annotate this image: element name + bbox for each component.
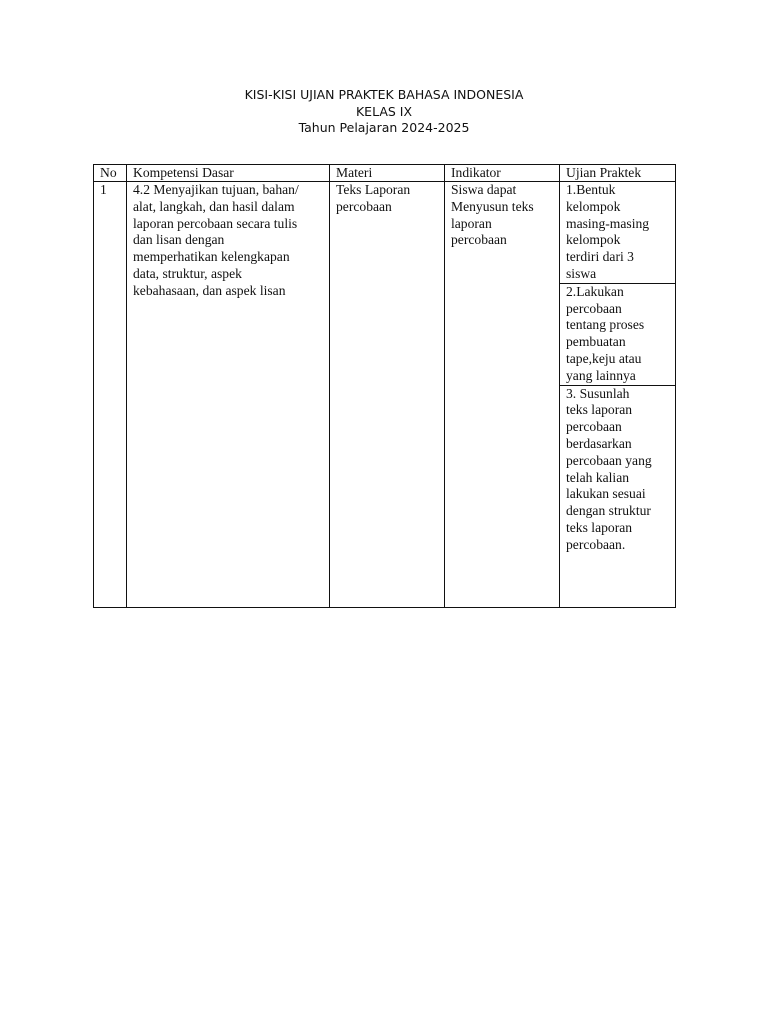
cell-materi xyxy=(330,182,445,608)
column-header-no: No xyxy=(94,165,127,182)
cell-indikator xyxy=(445,182,560,608)
column-header-indikator: Indikator xyxy=(445,165,560,182)
document-header xyxy=(0,87,768,137)
cell-ujian-praktek-1 xyxy=(560,182,676,284)
table-row xyxy=(94,182,676,284)
document-title: KISI-KISI UJIAN PRAKTEK BAHASA INDONESIA xyxy=(244,87,524,102)
column-header-kompetensi-dasar: Kompetensi Dasar xyxy=(127,165,330,182)
ujian-praktek-step-1: 1.Bentuk kelompok masing-masing kelompok terdiri dari 3 siswa xyxy=(566,182,650,281)
cell-ujian-praktek-2 xyxy=(560,283,676,385)
ujian-praktek-step-3: 3. Susunlah teks laporan percobaan berdasarkan percobaan yang telah kalian lakukan sesuai dengan struktur teks laporan percobaan. xyxy=(566,385,652,552)
cell-ujian-praktek-3 xyxy=(560,385,676,607)
document-class: KELAS IX xyxy=(355,103,413,119)
document-year: Tahun Pelajaran 2024-2025 xyxy=(298,120,470,135)
kompetensi-dasar-text: 4.2 Menyajikan tujuan, bahan/ alat, langkah, dan hasil dalam laporan percobaan secara tulis dan lisan dengan memperhatikan kelengkapan data, struktur, aspek kebahasaan, dan aspek lisan xyxy=(133,182,299,298)
column-header-ujian-praktek: Ujian Praktek xyxy=(560,165,676,182)
column-header-materi: Materi xyxy=(330,165,445,182)
cell-no xyxy=(94,182,127,608)
materi-text: Teks Laporan percobaan xyxy=(336,182,411,214)
cell-kompetensi-dasar xyxy=(127,182,330,608)
table-header-row xyxy=(94,165,676,182)
indikator-text: Siswa dapat Menyusun teks laporan percobaan xyxy=(451,182,534,248)
kisi-kisi-table xyxy=(93,164,676,608)
ujian-praktek-step-2: 2.Lakukan percobaan tentang proses pembuatan tape,keju atau yang lainnya xyxy=(566,283,645,383)
row-number: 1 xyxy=(100,182,107,197)
